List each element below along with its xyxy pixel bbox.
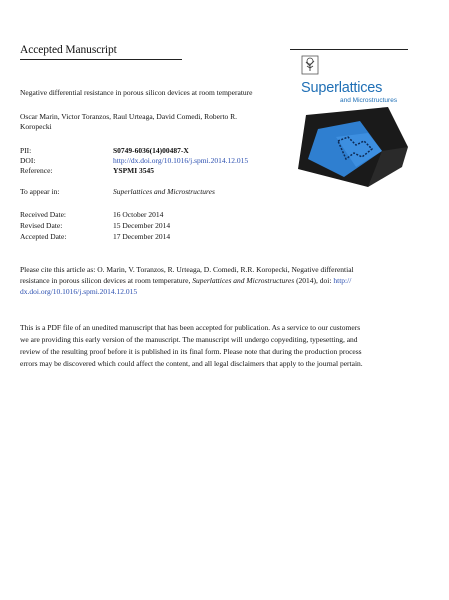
journal-name: Superlattices <box>301 80 383 96</box>
citation-doi-prefix: (2014), doi: <box>294 276 334 285</box>
doi-link[interactable]: http://dx.doi.org/10.1016/j.spmi.2014.12.015 <box>113 156 249 165</box>
disclaimer-notice <box>20 322 438 370</box>
accepted-date-label: Accepted Date: <box>20 232 67 241</box>
journal-subname: and Microstructures <box>340 97 398 104</box>
citation-link[interactable]: dx.doi.org/10.1016/j.spmi.2014.12.015 <box>20 287 138 296</box>
citation-journal: Superlattices and Microstructures <box>192 276 295 285</box>
citation-text: resistance in porous silicon devices at room temperature, <box>20 276 193 285</box>
journal-rule <box>290 49 408 50</box>
notice-line-1: This is a PDF file of an unedited manuscript that has been accepted for publication. As a service to our customers <box>20 323 361 332</box>
accepted-date-value: 17 December 2014 <box>113 232 171 241</box>
citation-block <box>20 264 420 297</box>
appear-label: To appear in: <box>20 187 60 196</box>
doi-label: DOI: <box>20 156 36 165</box>
header-rule <box>20 59 182 60</box>
reference-label: Reference: <box>20 166 53 175</box>
article-title: Negative differential resistance in porous silicon devices at room temperature <box>20 88 253 97</box>
revised-date-value: 15 December 2014 <box>113 221 171 230</box>
notice-line-3: review of the resulting proof before it is published in its final form. Please note that during the production process <box>20 347 362 356</box>
manuscript-header: Accepted Manuscript <box>20 44 117 56</box>
citation-link-start[interactable]: http:// <box>333 276 352 285</box>
notice-line-2: we are providing this early version of the manuscript. The manuscript will undergo copyediting, typesetting, and <box>20 335 358 344</box>
authors-line-2: Koropecki <box>20 122 52 131</box>
citation-line-1: Please cite this article as: O. Marin, V. Toranzos, R. Urteaga, D. Comedi, R.R. Koropecki, Negative differential <box>20 265 354 274</box>
appear-value: Superlattices and Microstructures <box>113 187 215 196</box>
pii-value: S0749-6036(14)00487-X <box>113 146 189 155</box>
elsevier-tree-icon <box>301 55 319 75</box>
notice-line-4: errors may be discovered which could affect the content, and all legal disclaimers that apply to the journal pertain. <box>20 359 363 368</box>
pii-label: PII: <box>20 146 32 155</box>
received-date-value: 16 October 2014 <box>113 210 164 219</box>
received-date-label: Received Date: <box>20 210 67 219</box>
reference-value: YSPMI 3545 <box>113 166 155 175</box>
authors-line-1: Oscar Marin, Victor Toranzos, Raul Urteaga, David Comedi, Roberto R. <box>20 112 238 121</box>
article-authors <box>20 112 290 132</box>
citation-line-2 <box>20 275 420 286</box>
revised-date-label: Revised Date: <box>20 221 63 230</box>
journal-cover-image <box>298 107 408 187</box>
